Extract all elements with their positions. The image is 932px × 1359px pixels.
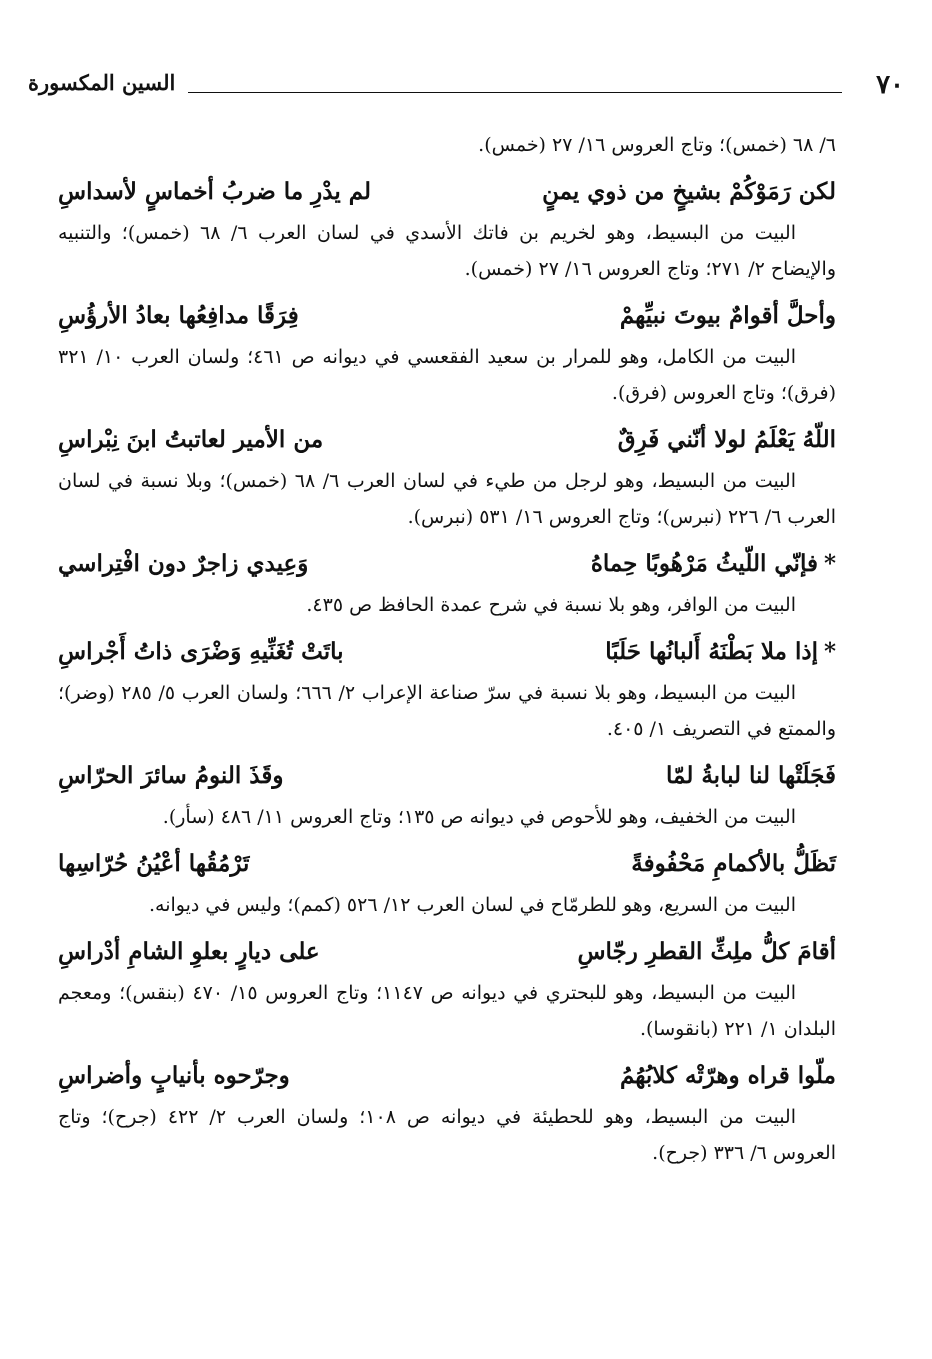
second-hemistich: وقَذَ النومُ سائرَ الحرّاسِ bbox=[58, 762, 284, 789]
verse-line bbox=[58, 417, 836, 463]
first-hemistich bbox=[618, 417, 836, 463]
running-title: السين المكسورة bbox=[28, 70, 176, 95]
verse-line bbox=[58, 169, 836, 215]
first-hemistich-text: فإنّي اللّيثُ مَرْهُوبًا حِماهُ bbox=[590, 550, 818, 577]
verse-entry bbox=[58, 541, 836, 623]
first-hemistich-text: اللّهُ يَعْلَمُ لولا أنّني فَرِقٌ bbox=[617, 426, 836, 453]
verse-note: البيت من الخفيف، وهو للأحوص في ديوانه ص ١٣٥؛ وتاج العروس ١١/ ٤٨٦ (سأر). bbox=[162, 806, 796, 828]
verse-note: البيت من السريع، وهو للطرمّاح في لسان العرب ١٢/ ٥٢٦ (كمم)؛ وليس في ديوانه. bbox=[149, 894, 796, 916]
first-hemistich bbox=[542, 169, 836, 215]
verse-line bbox=[58, 929, 836, 975]
verse-line bbox=[58, 841, 836, 887]
star-mark: * bbox=[823, 550, 836, 577]
verse-note: البيت من الكامل، وهو للمرار بن سعيد الفقعسي في ديوانه ص ٤٦١؛ ولسان العرب ١٠/ ٣٢١ (فرق)؛ وتاج العروس (فرق). bbox=[58, 346, 836, 404]
verse-note: البيت من البسيط، وهو للحطيئة في ديوانه ص ١٠٨؛ ولسان العرب ٢/ ٤٢٢ (جرح)؛ وتاج العروس ٦/ ٣٣٦ (جرح). bbox=[58, 1106, 836, 1164]
header-rule bbox=[188, 92, 842, 93]
first-hemistich-text: ملّوا قراه وهرّتْه كلابُهُمُ bbox=[620, 1062, 836, 1089]
verse-entry bbox=[58, 629, 836, 747]
second-hemistich: وجرّحوه بأنيابٍ وأضراسِ bbox=[58, 1062, 290, 1089]
verse-note: البيت من البسيط، وهو لرجل من طيء في لسان العرب ٦/ ٦٨ (خمس)؛ وبلا نسبة في لسان العرب ٦/ ٢٢٦ (نبرس)؛ وتاج العروس ١٦/ ٥٣١ (نبرس). bbox=[58, 470, 836, 528]
verse-line bbox=[58, 1053, 836, 1099]
second-hemistich: على ديارٍ بعلوِ الشامِ أدْراسِ bbox=[58, 938, 320, 965]
second-hemistich: باتَتْ تُغَنِّيهِ وَضْرَى ذاتُ أَجْراسِ bbox=[58, 638, 344, 665]
first-hemistich-text: وأحلَّ أقوامٌ بيوتَ نبيِّهمْ bbox=[619, 302, 836, 329]
first-hemistich-text: إذا ملا بَطْنَهُ أَلبانُها حَلَبًا bbox=[605, 638, 818, 665]
first-hemistich bbox=[631, 841, 836, 887]
first-hemistich bbox=[605, 629, 836, 675]
second-hemistich: لم يدْرِ ما ضربُ أخماسٍ لأسداسِ bbox=[58, 178, 372, 205]
verse-note: البيت من الوافر، وهو بلا نسبة في شرح عمدة الحافظ ص ٤٣٥. bbox=[306, 594, 796, 616]
first-hemistich bbox=[666, 753, 836, 799]
second-hemistich: فِرَقًا مدافِعُها بعادُ الأرؤُسِ bbox=[58, 302, 299, 329]
first-hemistich bbox=[577, 929, 836, 975]
verse-entry bbox=[58, 753, 836, 835]
page-header bbox=[28, 70, 904, 106]
verse-note: البيت من البسيط، وهو لخريم بن فاتك الأسدي في لسان العرب ٦/ ٦٨ (خمس)؛ والتنبيه والإيضاح ٢/ ٢٧١؛ وتاج العروس ١٦/ ٢٧ (خمس). bbox=[58, 222, 836, 280]
second-hemistich: تَرْمُقُها أعْيُنُ حُرّاسِها bbox=[58, 850, 250, 877]
verse-note: البيت من البسيط، وهو بلا نسبة في سرّ صناعة الإعراب ٢/ ٦٦٦؛ ولسان العرب ٥/ ٢٨٥ (وضر)؛ والممتع في التصريف ١/ ٤٠٥. bbox=[58, 682, 836, 740]
page-number: ٧٠ bbox=[876, 70, 904, 100]
star-mark: * bbox=[823, 638, 836, 665]
verse-entry bbox=[58, 169, 836, 287]
first-hemistich-text: أقامَ كلُّ ملِثِّ القطرِ رجّاسِ bbox=[577, 938, 836, 965]
verse-line bbox=[58, 629, 836, 675]
verse-entry bbox=[58, 293, 836, 411]
first-hemistich bbox=[620, 293, 836, 339]
verse-note: البيت من البسيط، وهو للبحتري في ديوانه ص ١١٤٧؛ وتاج العروس ١٥/ ٤٧٠ (بنقس)؛ ومعجم البلدان ١/ ٢٢١ (بانقوسا). bbox=[58, 982, 836, 1040]
verse-entry bbox=[58, 1053, 836, 1171]
first-hemistich bbox=[620, 1053, 836, 1099]
verse-line bbox=[58, 541, 836, 587]
first-hemistich-text: لكن رَمَوْكُمْ بشيخٍ من ذوي يمنٍ bbox=[542, 178, 836, 205]
page-body bbox=[58, 125, 836, 1177]
first-hemistich-text: فَجَلَتْها لنا لبابةُ لمّا bbox=[666, 762, 836, 789]
verse-entry bbox=[58, 417, 836, 535]
verse-entry bbox=[58, 929, 836, 1047]
second-hemistich: وَعِيدي زاجرٌ دون افْتِراسي bbox=[58, 550, 309, 577]
continuation-note: ٦/ ٦٨ (خمس)؛ وتاج العروس ١٦/ ٢٧ (خمس). bbox=[478, 134, 836, 156]
first-hemistich bbox=[591, 541, 836, 587]
verse-line bbox=[58, 293, 836, 339]
first-hemistich-text: تَظَلُّ بالأكمامِ مَحْفُوفةً bbox=[631, 850, 836, 877]
verse-line bbox=[58, 753, 836, 799]
verse-entry bbox=[58, 841, 836, 923]
second-hemistich: من الأمير لعاتبتُ ابنَ نِبْراسِ bbox=[58, 426, 324, 453]
